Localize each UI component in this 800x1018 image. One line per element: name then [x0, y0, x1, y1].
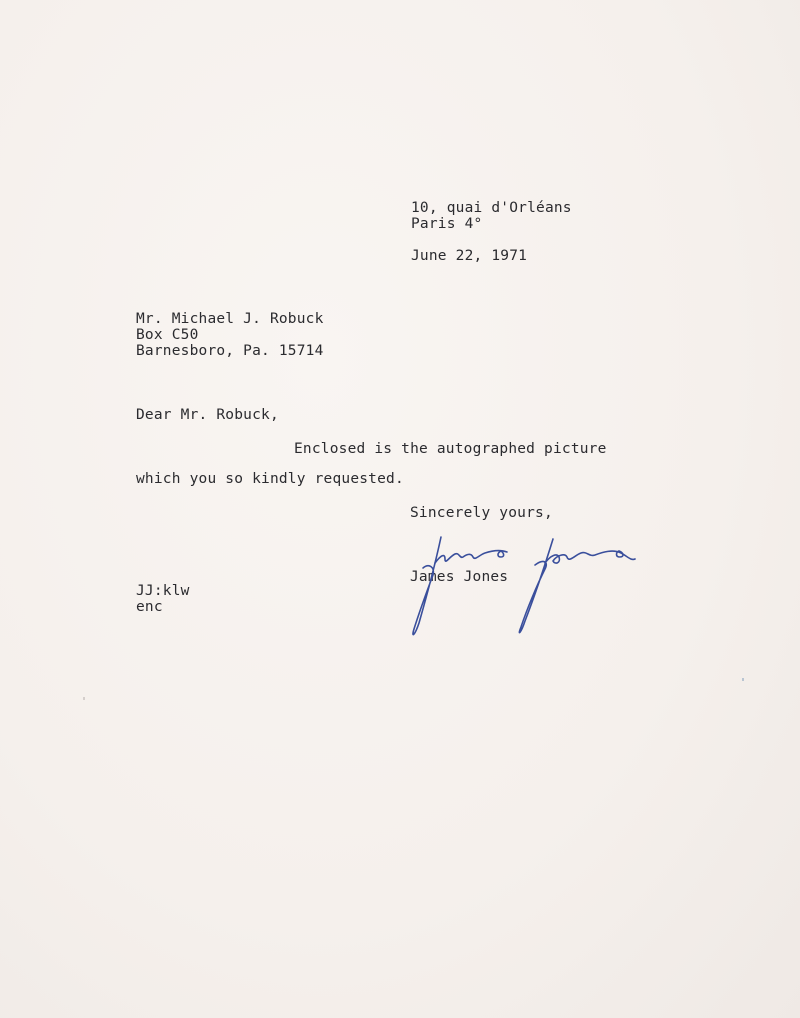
closing: Sincerely yours, [410, 505, 553, 521]
recipient-name: Mr. Michael J. Robuck [136, 311, 324, 327]
paper-speck [83, 697, 85, 700]
sender-address-line2: Paris 4° [411, 216, 483, 232]
handwritten-signature [405, 535, 645, 645]
recipient-address-line2: Box C50 [136, 327, 199, 343]
sender-address-line1: 10, quai d'Orléans [411, 200, 572, 216]
signature-ink [413, 537, 635, 635]
salutation: Dear Mr. Robuck, [136, 407, 279, 423]
body-line-2: which you so kindly requested. [136, 471, 404, 487]
reference-initials: JJ:klw [136, 583, 190, 599]
body-line-1: Enclosed is the autographed picture [294, 441, 607, 457]
recipient-address-line3: Barnesboro, Pa. 15714 [136, 343, 324, 359]
paper-speck [742, 678, 744, 681]
typed-signature-name: James Jones [410, 569, 509, 585]
enclosure-note: enc [136, 599, 163, 615]
letter-date: June 22, 1971 [411, 248, 528, 264]
